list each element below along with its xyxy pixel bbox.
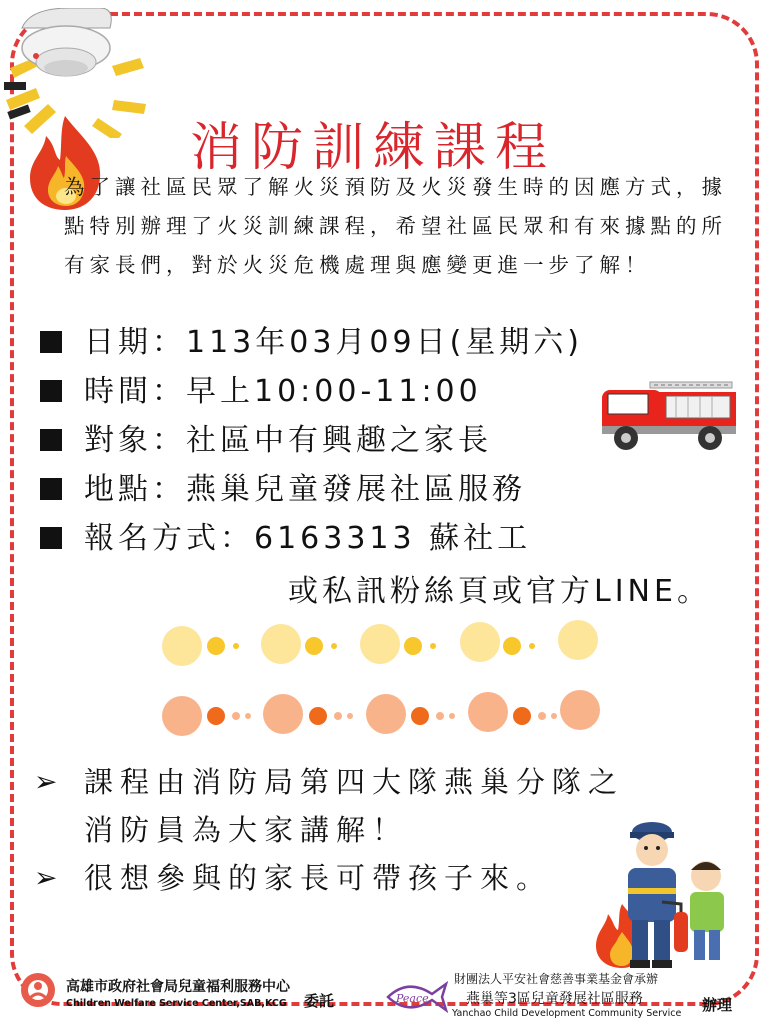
detail-location: 地點：燕巢兒童發展社區服務: [40, 465, 760, 514]
square-bullet: [40, 429, 62, 451]
detail-label: 日期: [84, 325, 152, 360]
arrow-bullet-icon: ➢: [34, 861, 65, 894]
square-bullet: [40, 380, 62, 402]
square-bullet: [40, 527, 62, 549]
intro-paragraph: 為了讓社區民眾了解火災預防及火災發生時的因應方式，據點特別辦理了火災訓練課程，希望社區民眾和有來據點的所有家長們，對於火災危機處理與應變更進一步了解！: [64, 175, 727, 277]
firefighter-with-child-icon: [588, 818, 746, 976]
detail-signup: 報名方式：6163313 蘇社工: [40, 514, 760, 563]
yellow-dot-row: [160, 620, 610, 670]
peace-fish-logo-icon: [384, 978, 448, 1016]
detail-value: 113年03月09日(星期六): [186, 325, 584, 360]
orange-dot-row: [160, 690, 610, 740]
detail-label: 報名方式: [84, 521, 220, 556]
note-text: 很想參與的家長可帶孩子來。: [84, 861, 553, 895]
detail-audience: 對象：社區中有興趣之家長: [40, 416, 760, 465]
detail-label: 對象: [84, 423, 152, 458]
peace-logo-text: Peace: [396, 992, 429, 1005]
square-bullet: [40, 331, 62, 353]
detail-label: 時間: [84, 374, 152, 409]
right-org-english: Yanchao Child Development Community Service: [452, 1008, 682, 1019]
square-bullet: [40, 478, 62, 500]
detail-value: 6163313 蘇社工: [254, 521, 532, 556]
left-org-name: 高雄市政府社會局兒童福利服務中心: [66, 979, 290, 995]
footer: [0, 968, 773, 1028]
detail-date: 日期：113年03月09日(星期六): [40, 318, 760, 367]
organize-label: 辦理: [702, 996, 733, 1014]
detail-label: 地點: [84, 472, 152, 507]
delegate-label: 委託: [304, 992, 335, 1010]
page-title: 消防訓練課程: [190, 117, 557, 178]
arrow-bullet-icon: ➢: [34, 765, 65, 798]
detail-time: 時間：早上10:00-11:00: [40, 367, 760, 416]
detail-value: 燕巢兒童發展社區服務: [186, 472, 526, 507]
right-org-line1: 財團法人平安社會慈善事業基金會承辦: [454, 972, 659, 986]
right-org-line2: 燕巢等3區兒童發展社區服務: [466, 991, 643, 1007]
left-org-english: Children Welfare Service Center,SAB,KCG: [66, 998, 287, 1009]
notes-list: [34, 758, 654, 902]
signup-continuation: 或私訊粉絲頁或官方LINE。: [288, 574, 711, 609]
note-item: [34, 758, 654, 854]
note-text: 課程由消防局第四大隊燕巢分隊之消防員為大家講解！: [84, 765, 625, 847]
detail-value: 早上10:00-11:00: [186, 374, 482, 409]
fire-truck-icon: [600, 376, 740, 454]
welfare-center-logo-icon: [20, 972, 56, 1008]
note-item: [34, 854, 654, 902]
detail-value: 社區中有興趣之家長: [186, 423, 492, 458]
